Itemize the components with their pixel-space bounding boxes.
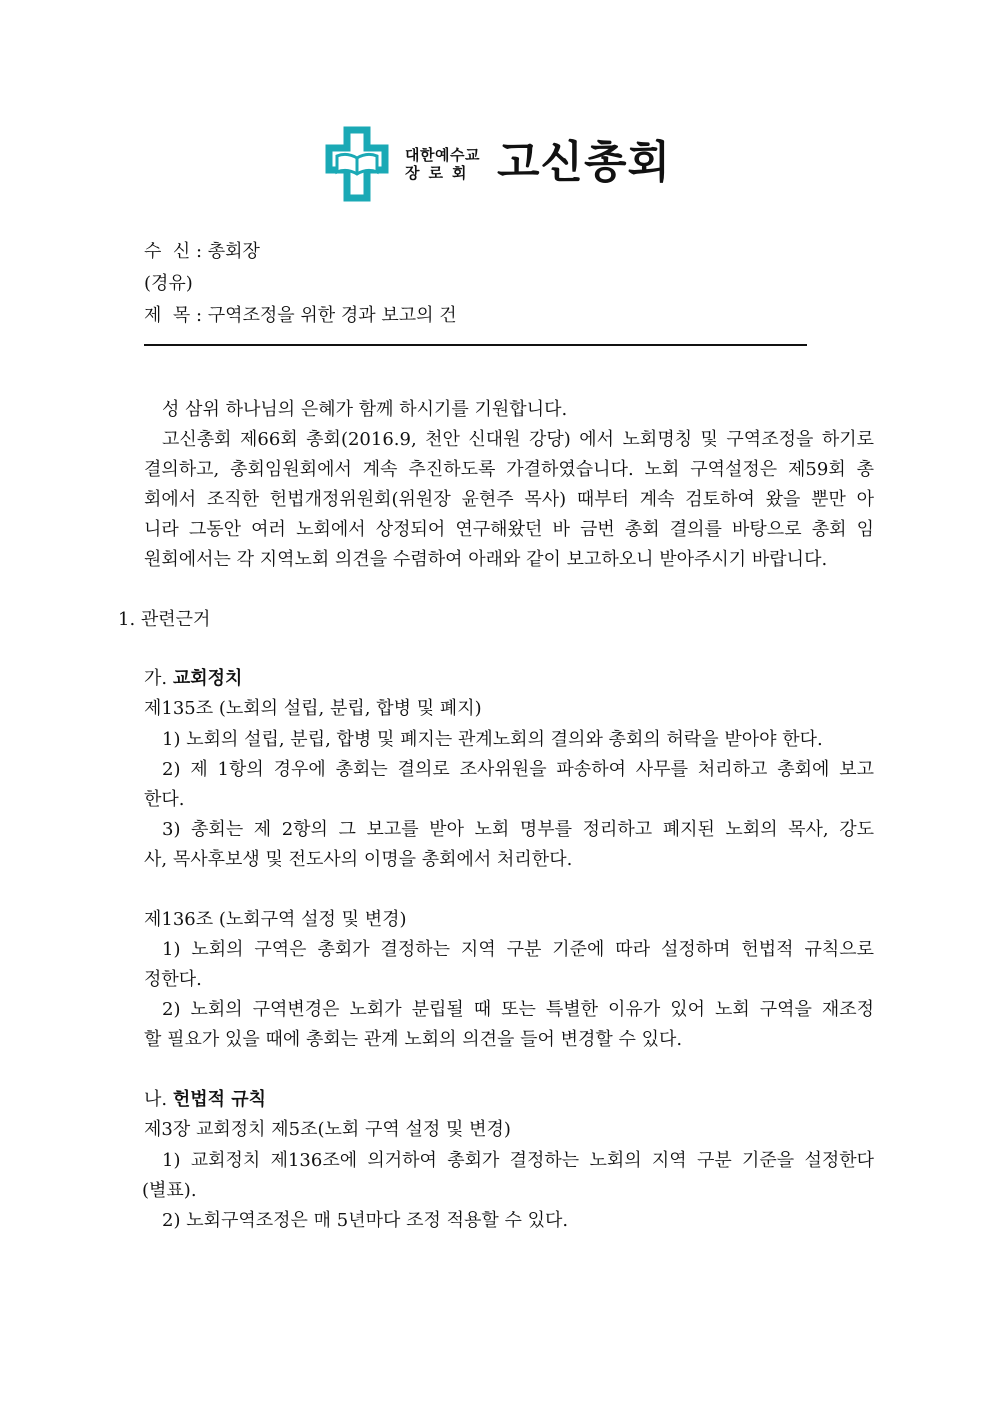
intro-line-6: 원회에서는 각 지역노회 의견을 수렴하여 아래와 같이 보고하오니 받아주시기 바랍니다. bbox=[144, 549, 828, 570]
org-name bbox=[405, 146, 480, 182]
article-136-title: 제136조 (노회구역 설정 및 변경) bbox=[144, 909, 407, 930]
org-line2: 장로회 bbox=[405, 164, 476, 182]
article-136-item-1a: 1) 노회의 구역은 총회가 결정하는 지역 구분 기준에 따라 설정하며 헌법적 규칙으로 bbox=[162, 939, 874, 960]
subject-label: 제 목 : bbox=[144, 305, 203, 326]
gosin-logo bbox=[325, 126, 670, 202]
logo-title: 고신총회 bbox=[497, 137, 672, 188]
article-135-title: 제135조 (노회의 설립, 분립, 합병 및 폐지) bbox=[144, 698, 482, 719]
intro-line-5: 니라 그동안 여러 노회에서 상정되어 연구해왔던 바 금번 총회 결의를 바탕으로 총회 임 bbox=[144, 519, 874, 540]
article-135-item-3b: 사, 목사후보생 및 전도사의 이명을 총회에서 처리한다. bbox=[144, 849, 573, 870]
subsection-a-title: 교회정치 bbox=[172, 668, 243, 689]
subsection-b-prefix: 나. bbox=[144, 1089, 168, 1110]
article-136-item-1b: 정한다. bbox=[144, 969, 202, 990]
rule-3-item-2: 2) 노회구역조정은 매 5년마다 조정 적용할 수 있다. bbox=[162, 1210, 569, 1231]
article-135-item-1: 1) 노회의 설립, 분립, 합병 및 폐지는 관계노회의 결의와 총회의 허락을 받아야 한다. bbox=[162, 729, 823, 750]
via-line: (경유) bbox=[144, 273, 193, 294]
rule-3-title: 제3장 교회정치 제5조(노회 구역 설정 및 변경) bbox=[144, 1119, 511, 1140]
article-135-item-2a: 2) 제 1항의 경우에 총회는 결의로 조사위원을 파송하여 사무를 처리하고 총회에 보고 bbox=[162, 759, 874, 780]
header-divider bbox=[144, 344, 807, 346]
subject-line bbox=[144, 303, 457, 329]
section-heading: 1. 관련근거 bbox=[118, 609, 211, 630]
rule-3-item-1b: (별표). bbox=[142, 1180, 197, 1201]
recipient-label: 수 신 : bbox=[144, 241, 203, 262]
recipient-line bbox=[144, 239, 260, 265]
subsection-b-title: 헌법적 규칙 bbox=[172, 1089, 267, 1110]
intro-line-3: 결의하고, 총회임원회에서 계속 추진하도록 가결하였습니다. 노회 구역설정은 제59회 총 bbox=[144, 459, 874, 480]
subsection-b-heading bbox=[144, 1087, 266, 1113]
article-135-item-3a: 3) 총회는 제 2항의 그 보고를 받아 노회 명부를 정리하고 폐지된 노회의 목사, 강도 bbox=[162, 819, 874, 840]
subsection-a-prefix: 가. bbox=[144, 668, 168, 689]
org-line1: 대한예수교 bbox=[405, 146, 480, 164]
article-136-item-2b: 할 필요가 있을 때에 총회는 관계 노회의 의견을 들어 변경할 수 있다. bbox=[144, 1029, 683, 1050]
cross-book-icon bbox=[325, 126, 389, 202]
intro-line-4: 회에서 조직한 헌법개정위원회(위원장 윤현주 목사) 때부터 계속 검토하여 왔을 뿐만 아 bbox=[144, 489, 874, 510]
rule-3-item-1a: 1) 교회정치 제136조에 의거하여 총회가 결정하는 노회의 지역 구분 기준을 설정한다 bbox=[162, 1150, 874, 1171]
article-136-item-2a: 2) 노회의 구역변경은 노회가 분립될 때 또는 특별한 이유가 있어 노회 구역을 재조정 bbox=[162, 999, 874, 1020]
recipient-value: 총회장 bbox=[207, 241, 260, 262]
subject-value: 구역조정을 위한 경과 보고의 건 bbox=[207, 305, 457, 326]
subsection-a-heading bbox=[144, 666, 242, 692]
article-135-item-2b: 한다. bbox=[144, 789, 185, 810]
intro-line-2: 고신총회 제66회 총회(2016.9, 천안 신대원 강당) 에서 노회명칭 및 구역조정을 하기로 bbox=[162, 429, 874, 450]
intro-line-1: 성 삼위 하나님의 은혜가 함께 하시기를 기원합니다. bbox=[162, 399, 568, 420]
